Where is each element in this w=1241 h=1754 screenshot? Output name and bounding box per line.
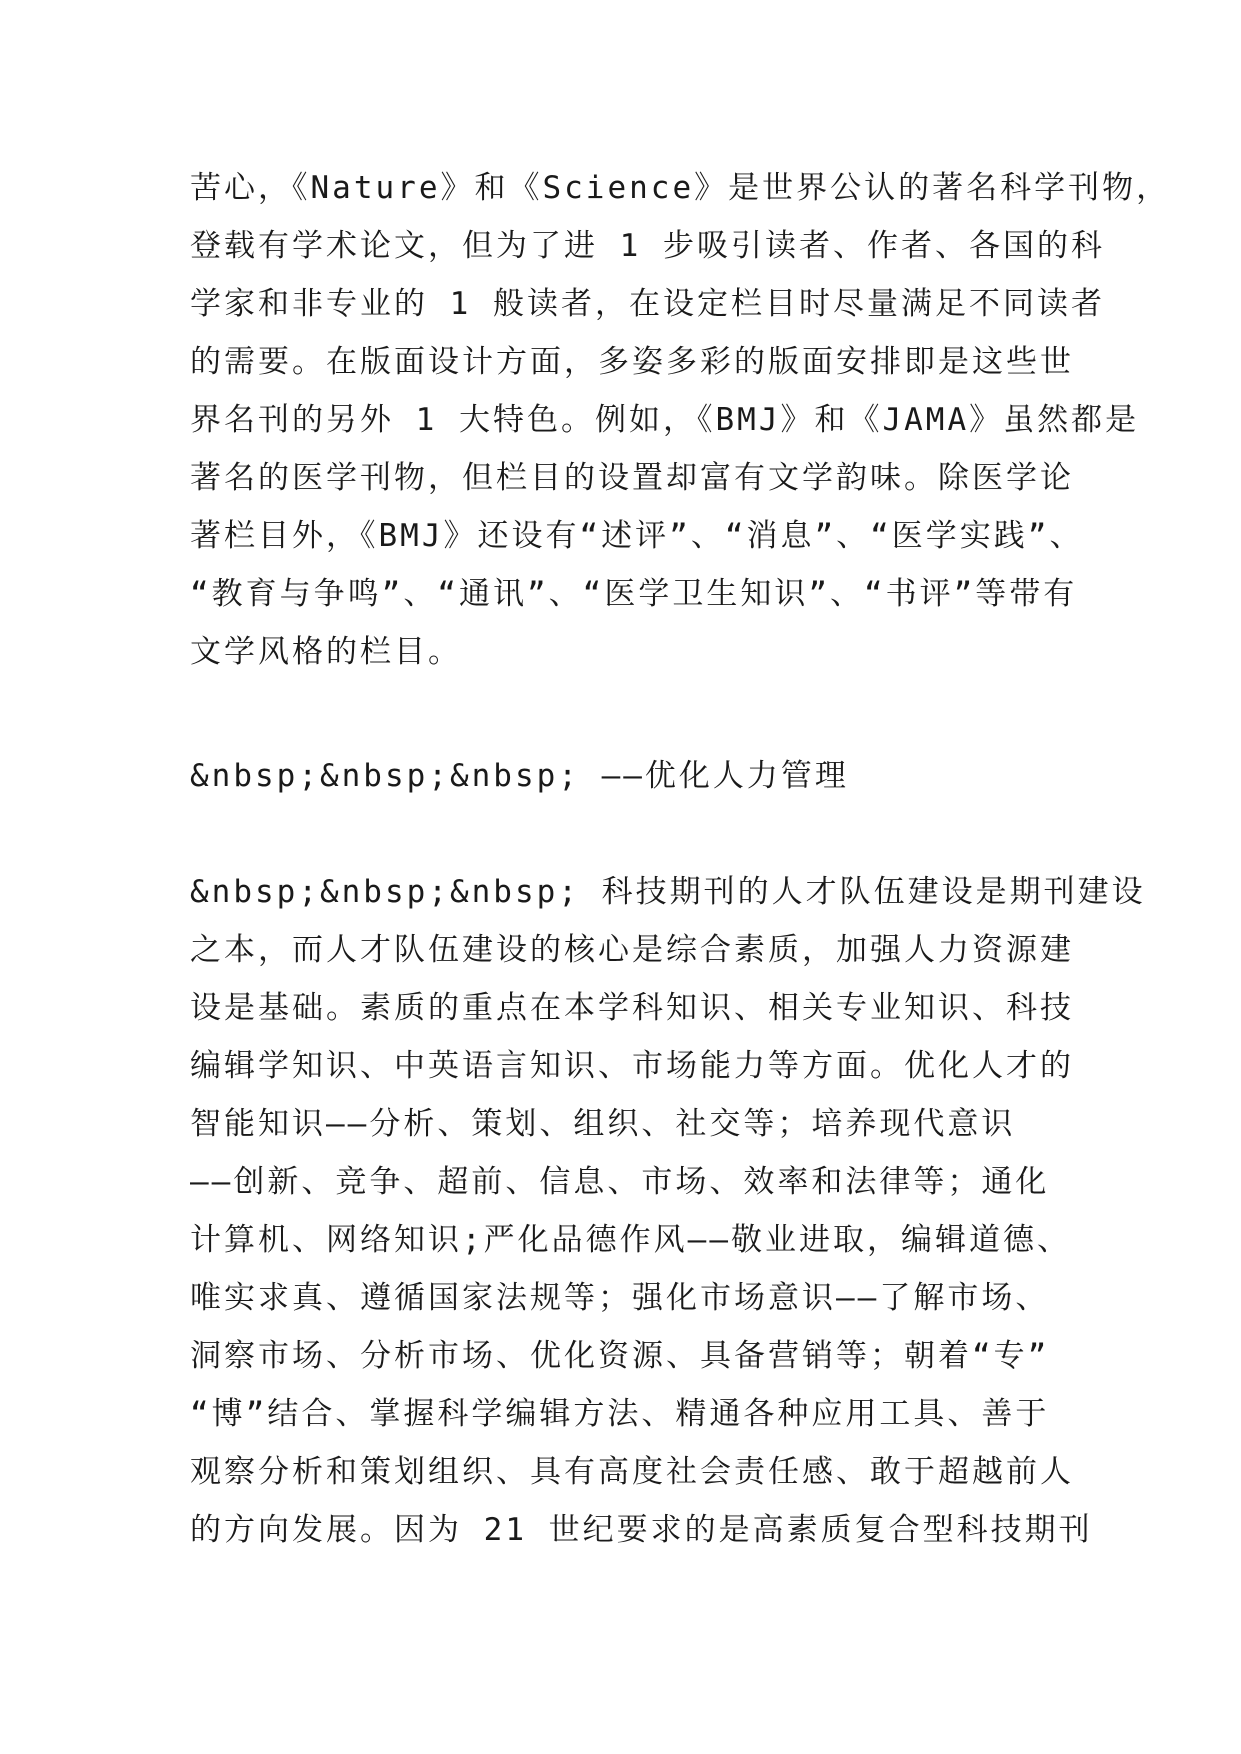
text-line: 之本，而人才队伍建设的核心是综合素质，加强人力资源建 (190, 932, 1074, 968)
text-line: 智能知识——分析、策划、组织、社交等；培养现代意识 (190, 1106, 1016, 1142)
text-line: 文学风格的栏目。 (190, 634, 462, 670)
text-line: 编辑学知识、中英语言知识、市场能力等方面。优化人才的 (190, 1048, 1074, 1084)
text-line: 计算机、网络知识;严化品德作风——敬业进取，编辑道德、 (190, 1222, 1071, 1258)
text-line: 唯实求真、遵循国家法规等；强化市场意识——了解市场、 (190, 1280, 1050, 1316)
text-line: &nbsp;&nbsp;&nbsp; 科技期刊的人才队伍建设是期刊建设 (190, 874, 1146, 910)
paragraph-journal-columns (190, 159, 1171, 681)
text-line: ——创新、竞争、超前、信息、市场、效率和法律等；通化 (190, 1164, 1050, 1200)
section-heading (190, 747, 1060, 805)
text-line: 设是基础。素质的重点在本学科知识、相关专业知识、科技 (190, 990, 1074, 1026)
text-line: 洞察市场、分析市场、优化资源、具备营销等；朝着“专” (190, 1338, 1050, 1374)
paragraph-human-resources (190, 863, 1146, 1559)
heading-text: &nbsp;&nbsp;&nbsp; ——优化人力管理 (190, 758, 849, 794)
text-line: “博”结合、掌握科学编辑方法、精通各种应用工具、善于 (190, 1396, 1050, 1432)
text-line: 著名的医学刊物，但栏目的设置却富有文学韵味。除医学论 (190, 460, 1074, 496)
text-line: 著栏目外，《BMJ》还设有“述评”、“消息”、“医学实践”、 (190, 518, 1084, 554)
text-line: 学家和非专业的 1 般读者，在设定栏目时尽量满足不同读者 (190, 286, 1105, 322)
text-line: 的方向发展。因为 21 世纪要求的是高素质复合型科技期刊 (190, 1512, 1093, 1548)
text-line: “教育与争鸣”、“通讯”、“医学卫生知识”、“书评”等带有 (190, 576, 1078, 612)
text-line: 界名刊的另外 1 大特色。例如，《BMJ》和《JAMA》虽然都是 (190, 402, 1140, 438)
text-line: 苦心，《Nature》和《Science》是世界公认的著名科学刊物， (190, 170, 1171, 206)
text-line: 观察分析和策划组织、具有高度社会责任感、敢于超越前人 (190, 1454, 1074, 1490)
text-line: 的需要。在版面设计方面，多姿多彩的版面安排即是这些世 (190, 344, 1074, 380)
text-line: 登载有学术论文，但为了进 1 步吸引读者、作者、各国的科 (190, 228, 1105, 264)
